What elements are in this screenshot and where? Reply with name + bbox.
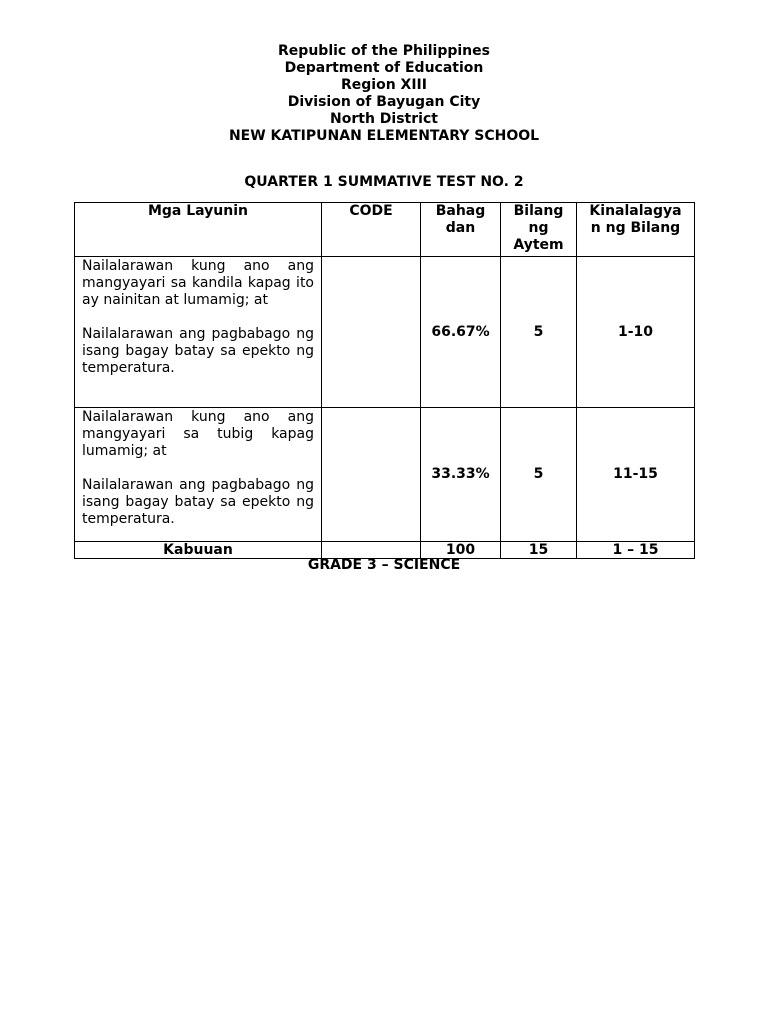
header-district: North District xyxy=(330,111,438,127)
test-title: QUARTER 1 SUMMATIVE TEST NO. 2 xyxy=(244,174,524,190)
total-label: Kabuuan xyxy=(75,542,322,559)
grade-subject-caption: GRADE 3 – SCIENCE xyxy=(307,557,461,573)
school-header xyxy=(0,43,768,145)
header-republic: Republic of the Philippines xyxy=(278,43,490,59)
code-cell xyxy=(322,408,421,542)
table-row xyxy=(75,257,695,408)
total-percent: 100 xyxy=(421,542,501,559)
placement-cell: 1-10 xyxy=(577,257,695,408)
header-department: Department of Education xyxy=(284,60,484,76)
placement-cell: 11-15 xyxy=(577,408,695,542)
items-cell: 5 xyxy=(501,408,577,542)
header-percent: Bahag dan xyxy=(421,203,501,257)
total-items: 15 xyxy=(501,542,577,559)
specification-table xyxy=(74,202,695,559)
header-division: Division of Bayugan City xyxy=(287,94,481,110)
objective-text: Nailalarawan kung ano ang mangyayari sa tubig kapag lumamig; at xyxy=(82,409,314,459)
percent-cell: 66.67% xyxy=(421,257,501,408)
header-region: Region XIII xyxy=(341,77,427,93)
table-header-row xyxy=(75,203,695,257)
items-cell: 5 xyxy=(501,257,577,408)
table-row xyxy=(75,408,695,542)
percent-cell: 33.33% xyxy=(421,408,501,542)
objective-text: Nailalarawan ang pagbabago ng isang bagay batay sa epekto ng temperatura. xyxy=(82,477,314,527)
objectives-cell xyxy=(75,408,322,542)
total-code xyxy=(322,542,421,559)
header-items: Bilang ng Aytem xyxy=(501,203,577,257)
header-objectives: Mga Layunin xyxy=(75,203,322,257)
objectives-cell xyxy=(75,257,322,408)
header-placement: Kinalalagya n ng Bilang xyxy=(577,203,695,257)
code-cell xyxy=(322,257,421,408)
total-row xyxy=(75,542,695,559)
objective-text: Nailalarawan kung ano ang mangyayari sa kandila kapag ito ay nainitan at lumamig; at xyxy=(82,258,314,308)
header-school-name: NEW KATIPUNAN ELEMENTARY SCHOOL xyxy=(228,128,540,144)
total-placement: 1 – 15 xyxy=(577,542,695,559)
header-code: CODE xyxy=(322,203,421,257)
objective-text: Nailalarawan ang pagbabago ng isang bagay batay sa epekto ng temperatura. xyxy=(82,326,314,376)
